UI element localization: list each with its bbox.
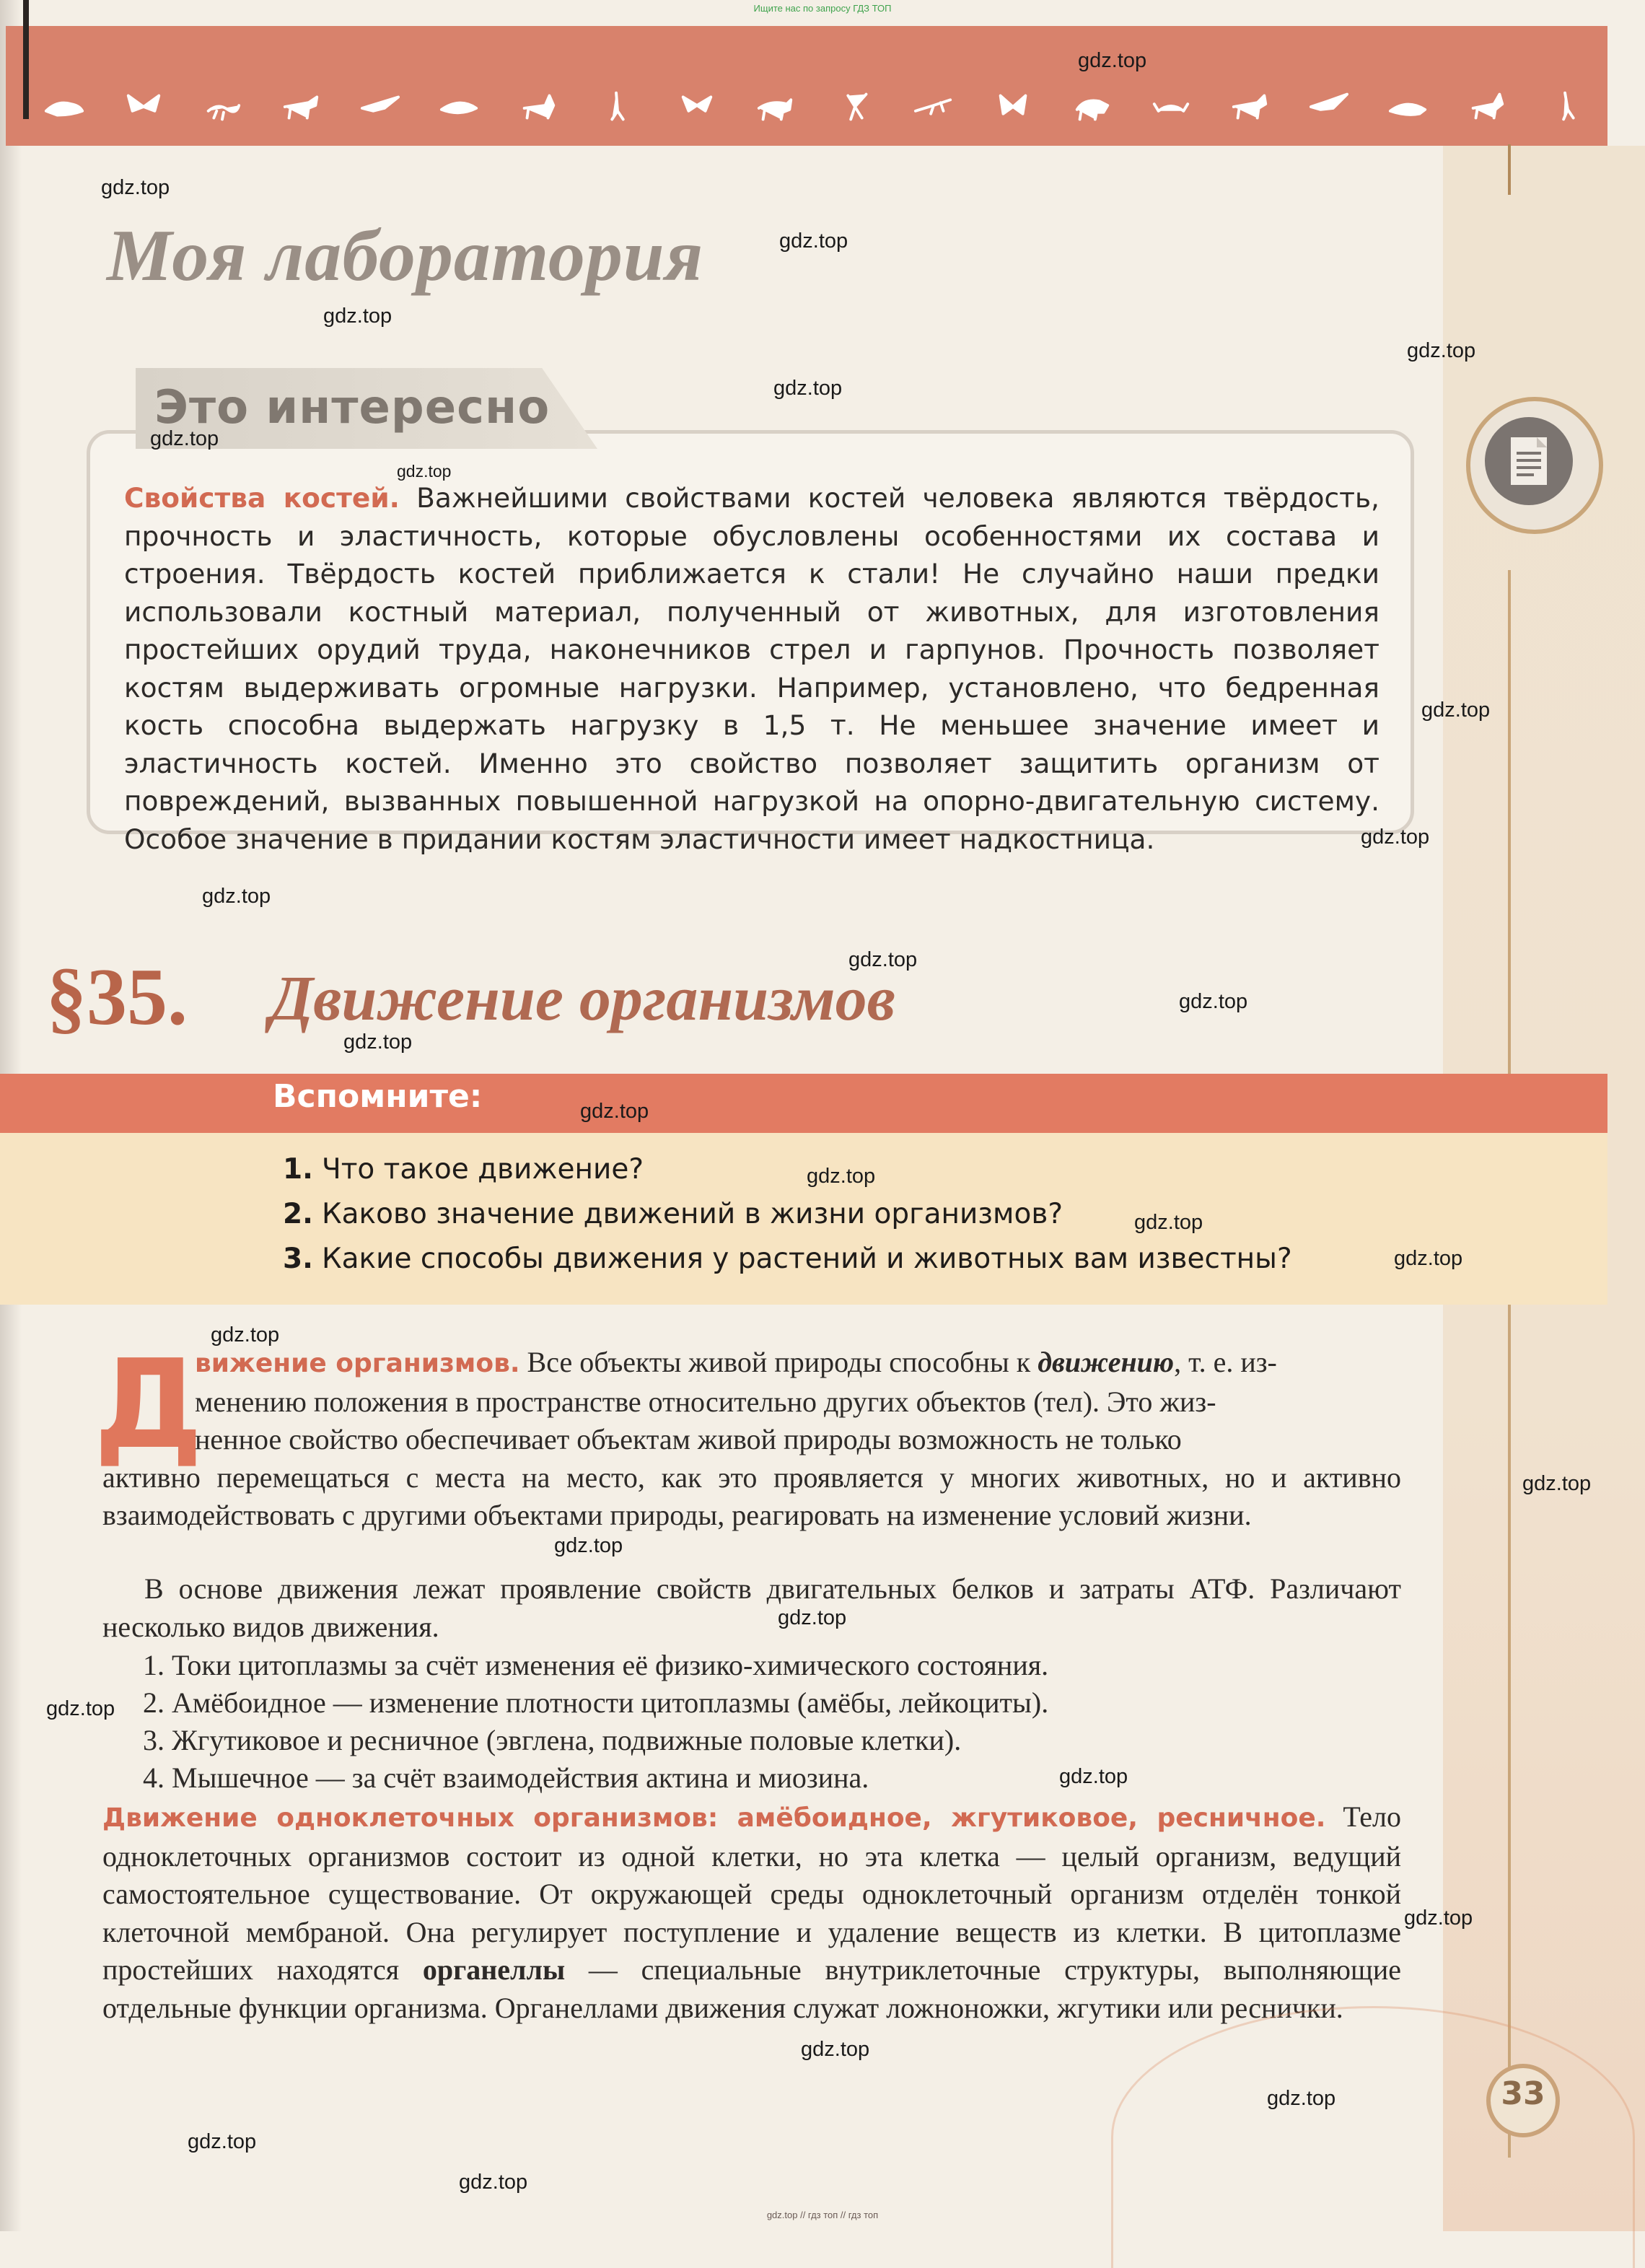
watermark: gdz.top (211, 1323, 280, 1347)
remember-label: Вспомните: (273, 1078, 483, 1115)
watermark: gdz.top (343, 1030, 413, 1054)
paragraph-3-lead: Движение одноклеточных организмов: амёбоидное, жгутиковое, ресничное. (102, 1803, 1326, 1833)
flamingo-icon (1545, 89, 1587, 124)
crab-icon (1150, 89, 1192, 124)
interesting-title: Это интересно (154, 381, 550, 434)
butterfly-icon (123, 89, 164, 124)
document-icon (1485, 417, 1573, 505)
watermark: gdz.top (554, 1534, 623, 1557)
watermark: gdz.top (1421, 699, 1491, 722)
paragraph-3: Движение одноклеточных организмов: амёбоидное, жгутиковое, ресничное. Тело одноклеточных организмов состоит из одной клетки, но эта клетка — целый организм, ведущий самостоятельное существование. От окружающей среды одноклеточный организм отделён тонкой клеточной мембраной. Она регулирует поступление и удаление веществ из клетки. В цитоплазме простейших находятся органеллы — специальные внутриклеточные структуры, выполняющие отдельные функции организма. Органеллами движения служат ложноножки, жгутики или реснички. (102, 1800, 1402, 2024)
margin-line (1508, 144, 1511, 195)
watermark: gdz.top (1059, 1765, 1128, 1788)
heron-icon (597, 89, 639, 124)
watermark: gdz.top (848, 948, 918, 971)
watermark: gdz.top (1404, 1906, 1473, 1930)
deer-icon (517, 89, 559, 124)
list-item: 1. Токи цитоплазмы за счёт изменения её физико-химического состояния. (143, 1649, 1049, 1681)
watermark: gdz.top (202, 885, 271, 908)
watermark: gdz.top (1394, 1247, 1463, 1270)
watermark: gdz.top (779, 229, 848, 253)
watermark: gdz.top (773, 377, 843, 400)
paragraph-1: вижение организмов. Все объекты живой природы способны к движению, т. е. из- менению положения в пространстве относительно других объектов (тел). Это жиз- ненное свойство обеспечивает объектам живой природы возможность не только активно перемещаться с места на место, как это проявляется у многих животных, но и активно взаимодействовать с другими объектами природы, реагировать на изменение условий жизни. (102, 1346, 1401, 1531)
watermark: gdz.top (397, 462, 452, 481)
decorative-wheel (1111, 2006, 1635, 2268)
list-item: 4. Мышечное — за счёт взаимодействия актина и миозина. (143, 1761, 869, 1794)
dancer-bird-icon (834, 89, 876, 124)
bottom-note: gdz.top // гдз топ // гдз топ (766, 2210, 879, 2220)
watermark: gdz.top (1361, 826, 1430, 849)
question-item: 1. Что такое движение? (283, 1153, 644, 1186)
bison-icon (1071, 89, 1113, 124)
emphasis-movement: движению (1038, 1346, 1175, 1378)
dolphin-icon (1387, 89, 1429, 124)
watermark: gdz.top (580, 1100, 649, 1123)
list-item: 2. Амёбоидное — изменение плотности цитоплазмы (амёбы, лейкоциты). (143, 1686, 1049, 1719)
swallow-icon (1308, 89, 1350, 124)
top-note: Ищите нас по запросу ГДЗ ТОП (753, 3, 892, 14)
moth-icon (992, 89, 1034, 124)
watermark: gdz.top (807, 1165, 876, 1188)
question-item: 2. Каково значение движений в жизни организмов? (283, 1198, 1063, 1230)
page-number: 33 (1501, 2075, 1545, 2112)
drop-cap: Д (94, 1334, 203, 1476)
goat-icon (1466, 89, 1508, 124)
watermark: gdz.top (323, 305, 392, 328)
watermark: gdz.top (1179, 990, 1248, 1013)
remember-bar (0, 1074, 1607, 1133)
seal-icon (43, 89, 85, 124)
section-title: Движение организмов (270, 964, 895, 1034)
watermark: gdz.top (801, 2038, 870, 2061)
watermark: gdz.top (150, 427, 219, 450)
watermark: gdz.top (46, 1697, 115, 1720)
bird-icon (359, 89, 401, 124)
watermark: gdz.top (459, 2171, 528, 2194)
margin-line-lower (1508, 570, 1511, 2158)
antelope-icon (281, 89, 323, 124)
watermark: gdz.top (1078, 49, 1147, 72)
paragraph-1-lead: вижение организмов. (195, 1349, 520, 1378)
insect-icon (676, 89, 718, 124)
watermark: gdz.top (188, 2130, 257, 2153)
horse-icon (1229, 89, 1271, 124)
question-item: 3. Какие способы движения у растений и животных вам известны? (283, 1243, 1292, 1275)
interesting-lead: Свойства костей. (124, 482, 400, 514)
paragraph-2: В основе движения лежат проявление свойств двигательных белков и затраты АТФ. Различают несколько видов движения. (102, 1572, 1401, 1643)
left-edge-bar (23, 0, 29, 119)
watermark: gdz.top (101, 176, 170, 199)
interesting-body: Важнейшими свойствами костей человека являются твёрдость, прочность и эластичность, которые обусловлены особенностями их состава и строения. Твёрдость костей приближается к стали! Не случайно наши предки использовали костный материал, полученный от животных, для изготовления простейших орудий труда, наконечников стрел и гарпунов. Прочность позволяет костям выдерживать огромные нагрузки. Например, установлено, что бедренная кость способна выдержать нагрузку в 1,5 т. Не меньшее значение имеет и эластичность костей. Именно это свойство позволяет защитить организм от повреждений, вызванных повышенной нагрузкой на опорно-двигательную систему. Особое значение в придании костям эластичности имеет надкостница. (124, 482, 1379, 855)
fish-icon (439, 89, 481, 124)
watermark: gdz.top (1407, 339, 1476, 362)
watermark: gdz.top (778, 1606, 847, 1629)
boar-icon (755, 89, 797, 124)
watermark: gdz.top (1267, 2087, 1336, 2110)
watermark: gdz.top (1522, 1472, 1592, 1495)
lizard-icon (913, 89, 955, 124)
lab-title: Моя лаборатория (107, 215, 704, 297)
interesting-text (124, 479, 1379, 858)
emphasis-organelles: органеллы (422, 1953, 566, 1986)
section-number: §35. (46, 953, 188, 1042)
watermark: gdz.top (1134, 1211, 1203, 1234)
animal-icons-row (43, 78, 1616, 136)
scorpion-icon (201, 89, 243, 124)
list-item: 3. Жгутиковое и ресничное (эвглена, подвижные половые клетки). (143, 1724, 962, 1756)
